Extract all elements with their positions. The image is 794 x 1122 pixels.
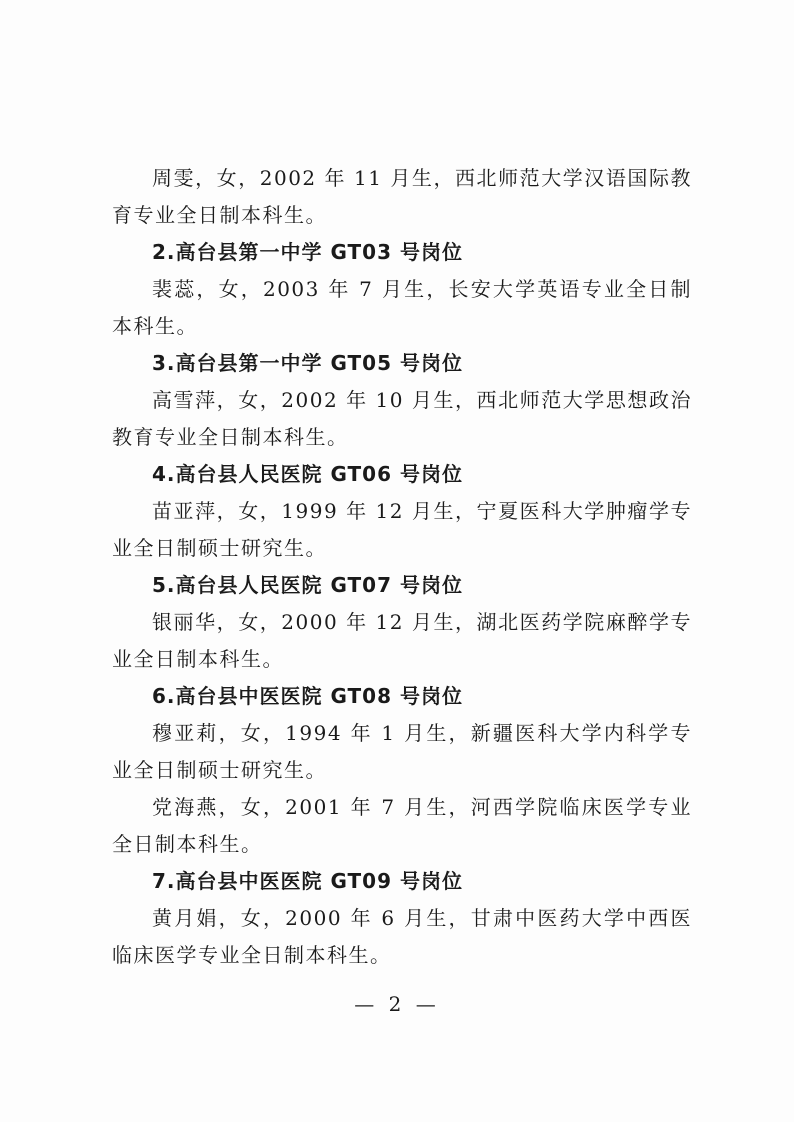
position-heading: 6.高台县中医医院 GT08 号岗位 [152, 684, 463, 708]
candidate-entry: 穆亚莉，女，1994 年 1 月生，新疆医科大学内科学专业全日制硕士研究生。 [112, 721, 692, 782]
candidate-entry: 高雪萍，女，2002 年 10 月生，西北师范大学思想政治教育专业全日制本科生。 [112, 388, 692, 449]
document-body [112, 160, 692, 974]
candidate-entry: 苗亚萍，女，1999 年 12 月生，宁夏医科大学肿瘤学专业全日制硕士研究生。 [112, 499, 692, 560]
position-heading: 7.高台县中医医院 GT09 号岗位 [152, 869, 463, 893]
candidate-entry: 银丽华，女，2000 年 12 月生，湖北医药学院麻醉学专业全日制本科生。 [112, 610, 692, 671]
position-heading: 3.高台县第一中学 GT05 号岗位 [152, 351, 463, 375]
page-number: — 2 — [354, 992, 440, 1016]
position-heading: 2.高台县第一中学 GT03 号岗位 [152, 240, 463, 264]
candidate-entry: 党海燕，女，2001 年 7 月生，河西学院临床医学专业全日制本科生。 [112, 795, 692, 856]
candidate-entry: 周雯，女，2002 年 11 月生，西北师范大学汉语国际教育专业全日制本科生。 [112, 166, 692, 227]
position-heading: 5.高台县人民医院 GT07 号岗位 [152, 573, 463, 597]
candidate-entry: 黄月娟，女，2000 年 6 月生，甘肃中医药大学中西医临床医学专业全日制本科生。 [112, 906, 692, 967]
position-heading: 4.高台县人民医院 GT06 号岗位 [152, 462, 463, 486]
candidate-entry: 裴蕊，女，2003 年 7 月生，长安大学英语专业全日制本科生。 [112, 277, 692, 338]
